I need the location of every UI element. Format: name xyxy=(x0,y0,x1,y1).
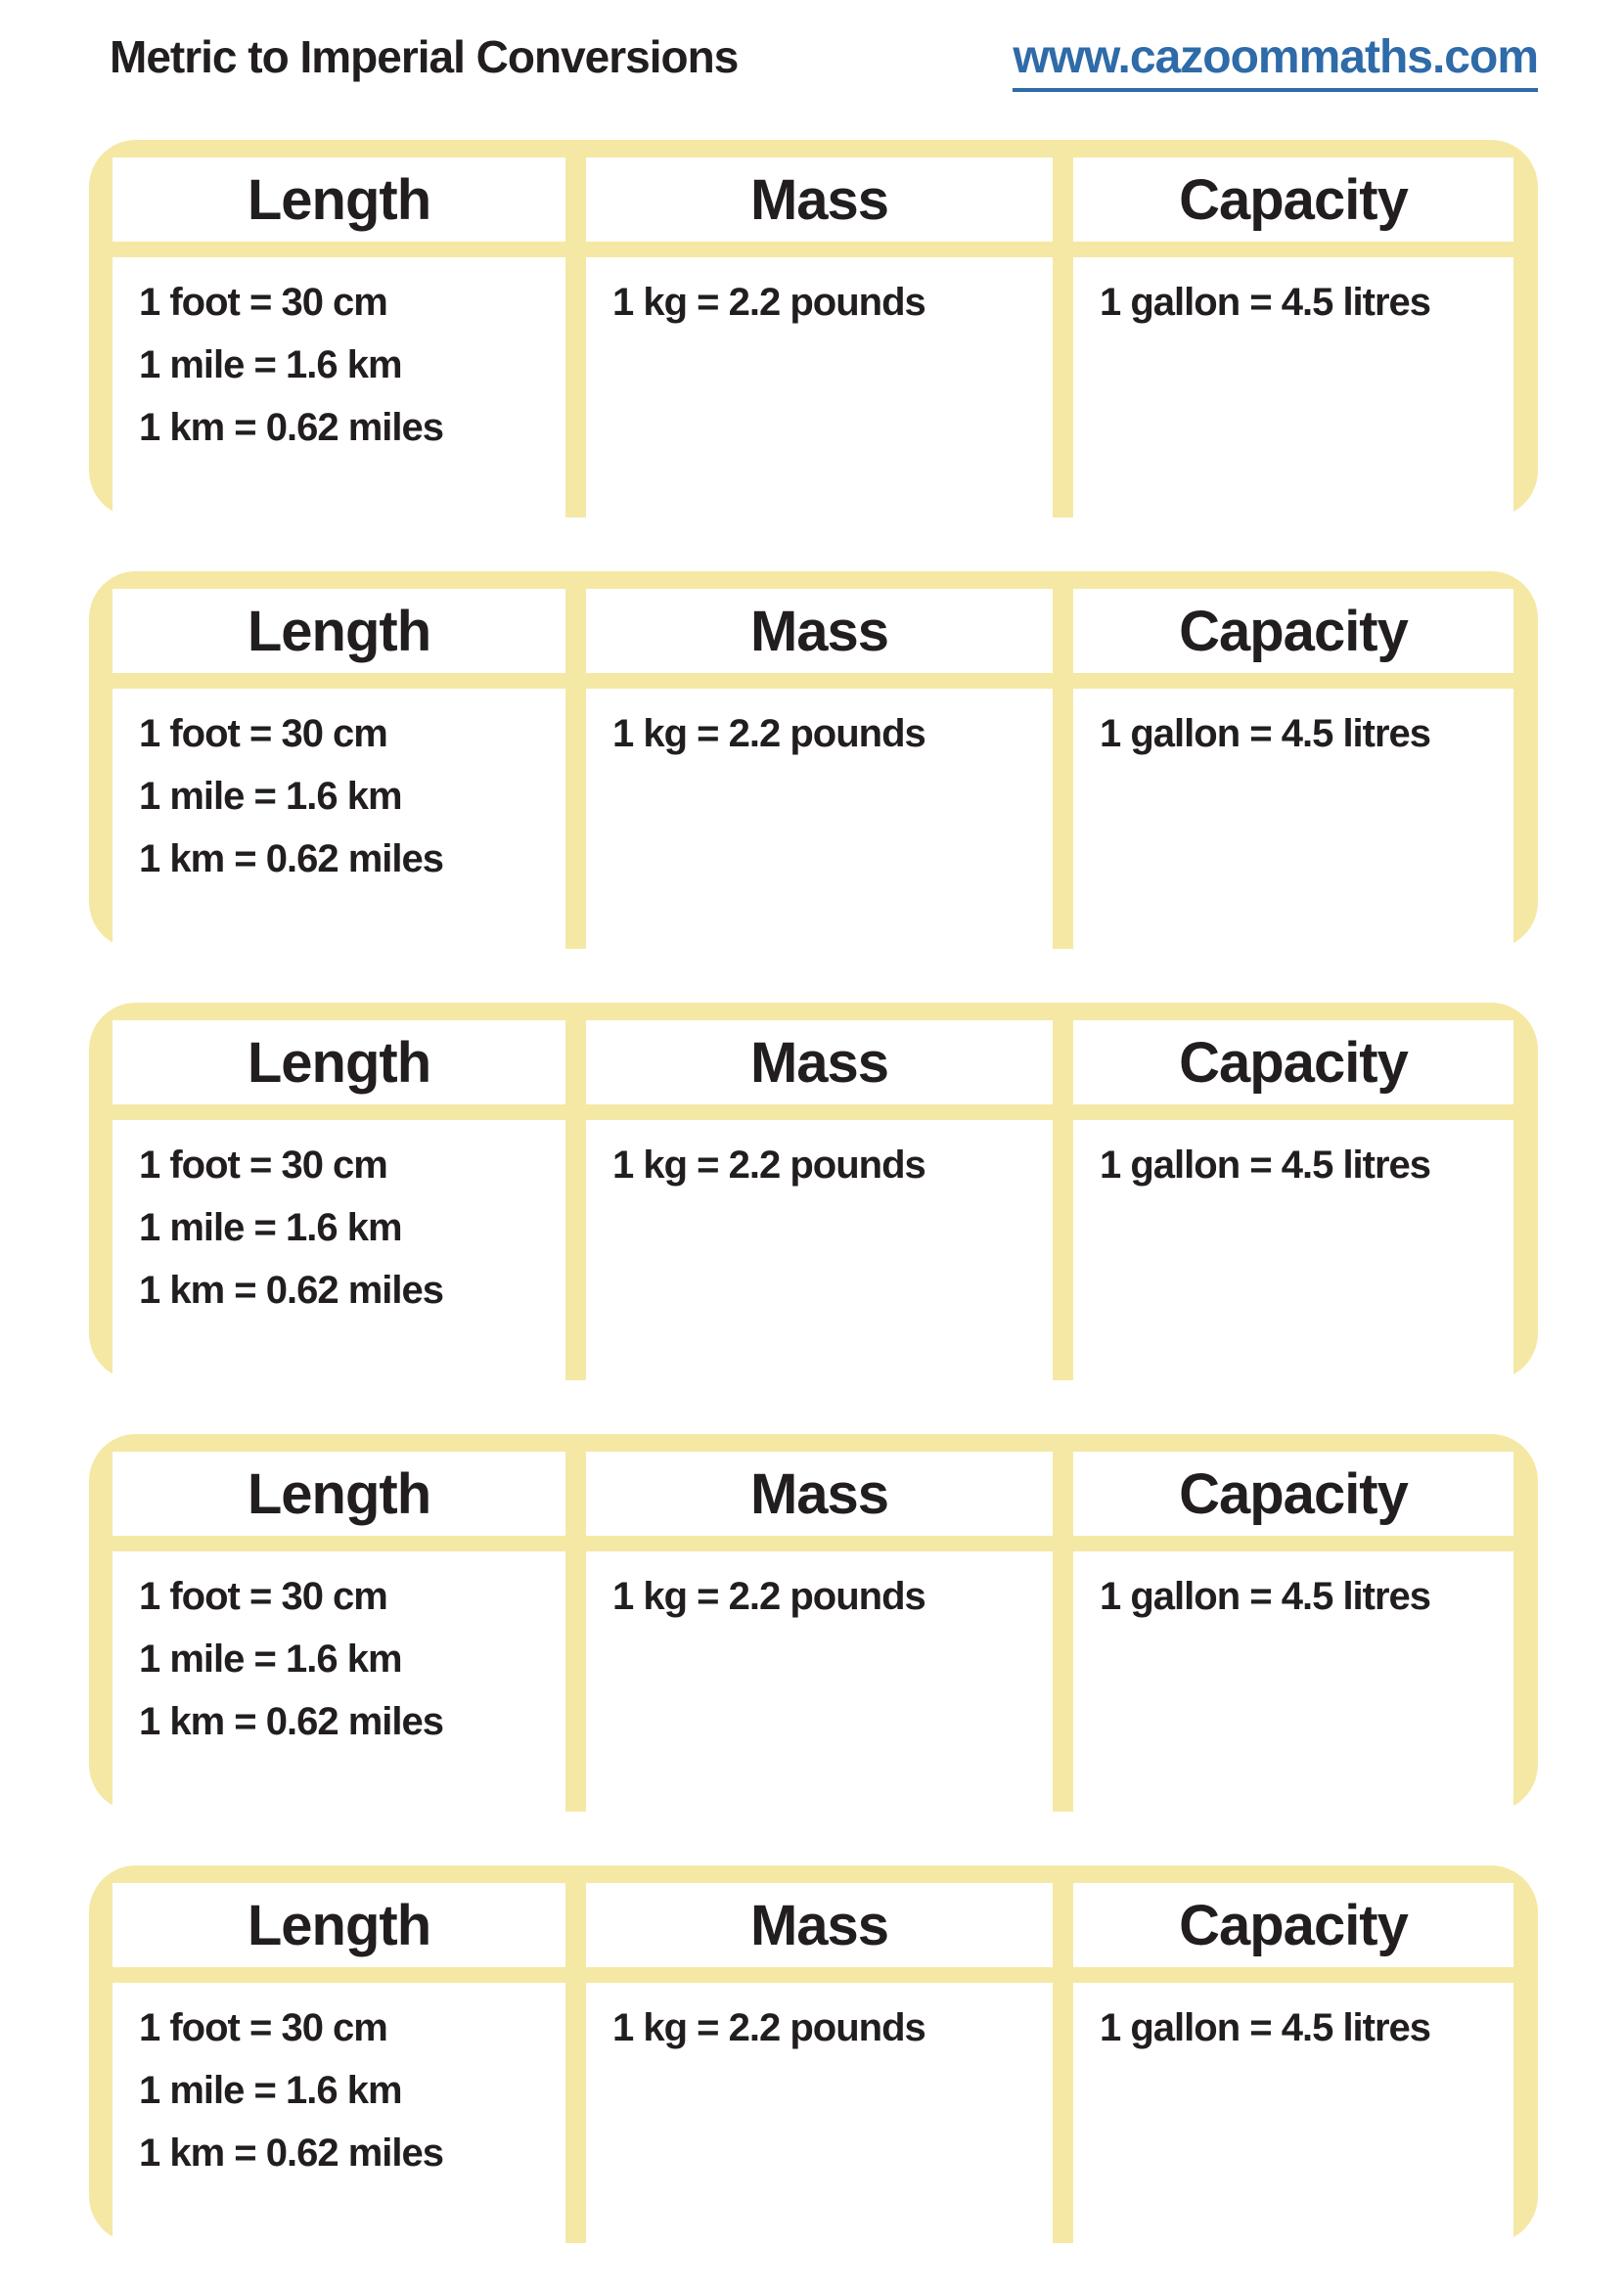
column-header-length: Length xyxy=(113,1883,565,1967)
mass-facts-cell xyxy=(586,1120,1053,1380)
capacity-facts-cell xyxy=(1073,1551,1513,1812)
mass-facts-cell xyxy=(586,1551,1053,1812)
column-header-mass: Mass xyxy=(586,1883,1053,1967)
conversion-fact: 1 foot = 30 cm xyxy=(139,1575,387,1618)
conversion-fact: 1 km = 0.62 miles xyxy=(139,406,444,449)
conversion-fact: 1 kg = 2.2 pounds xyxy=(612,281,925,324)
conversion-fact: 1 mile = 1.6 km xyxy=(139,343,402,386)
conversion-card xyxy=(89,1003,1538,1380)
conversion-fact: 1 gallon = 4.5 litres xyxy=(1100,2006,1431,2049)
conversion-fact: 1 kg = 2.2 pounds xyxy=(612,2006,925,2049)
conversion-fact: 1 kg = 2.2 pounds xyxy=(612,712,925,755)
conversion-fact: 1 mile = 1.6 km xyxy=(139,2069,402,2112)
column-header-capacity: Capacity xyxy=(1073,1883,1513,1967)
column-header-mass: Mass xyxy=(586,589,1053,673)
column-header-length: Length xyxy=(113,1452,565,1536)
conversion-fact: 1 kg = 2.2 pounds xyxy=(612,1144,925,1187)
column-header-length: Length xyxy=(113,589,565,673)
conversion-fact: 1 foot = 30 cm xyxy=(139,2006,387,2049)
conversion-fact: 1 km = 0.62 miles xyxy=(139,1700,444,1743)
page-header xyxy=(110,29,1538,92)
capacity-facts-cell xyxy=(1073,257,1513,517)
conversion-fact: 1 mile = 1.6 km xyxy=(139,1638,402,1681)
conversion-fact: 1 gallon = 4.5 litres xyxy=(1100,712,1431,755)
conversion-fact: 1 mile = 1.6 km xyxy=(139,1206,402,1249)
conversion-fact: 1 foot = 30 cm xyxy=(139,712,387,755)
conversion-card xyxy=(89,1865,1538,2243)
conversion-fact: 1 gallon = 4.5 litres xyxy=(1100,281,1431,324)
conversion-card xyxy=(89,571,1538,949)
conversion-cards-list xyxy=(89,140,1538,2289)
conversion-fact: 1 gallon = 4.5 litres xyxy=(1100,1144,1431,1187)
column-header-capacity: Capacity xyxy=(1073,157,1513,242)
column-header-length: Length xyxy=(113,1020,565,1104)
column-header-mass: Mass xyxy=(586,1020,1053,1104)
conversion-card xyxy=(89,1434,1538,1812)
mass-facts-cell xyxy=(586,1983,1053,2243)
column-header-mass: Mass xyxy=(586,1452,1053,1536)
conversion-fact: 1 kg = 2.2 pounds xyxy=(612,1575,925,1618)
conversion-fact: 1 km = 0.62 miles xyxy=(139,837,444,880)
capacity-facts-cell xyxy=(1073,689,1513,949)
length-facts-cell xyxy=(113,1983,565,2243)
column-header-capacity: Capacity xyxy=(1073,1452,1513,1536)
capacity-facts-cell xyxy=(1073,1983,1513,2243)
conversion-fact: 1 gallon = 4.5 litres xyxy=(1100,1575,1431,1618)
conversion-fact: 1 km = 0.62 miles xyxy=(139,2132,444,2175)
length-facts-cell xyxy=(113,689,565,949)
conversion-fact: 1 foot = 30 cm xyxy=(139,281,387,324)
length-facts-cell xyxy=(113,257,565,517)
conversion-fact: 1 mile = 1.6 km xyxy=(139,775,402,818)
page-title: Metric to Imperial Conversions xyxy=(110,31,739,82)
mass-facts-cell xyxy=(586,257,1053,517)
mass-facts-cell xyxy=(586,689,1053,949)
column-header-mass: Mass xyxy=(586,157,1053,242)
length-facts-cell xyxy=(113,1551,565,1812)
capacity-facts-cell xyxy=(1073,1120,1513,1380)
column-header-capacity: Capacity xyxy=(1073,589,1513,673)
length-facts-cell xyxy=(113,1120,565,1380)
website-link[interactable]: www.cazoommaths.com xyxy=(1013,30,1538,92)
column-header-length: Length xyxy=(113,157,565,242)
conversion-card xyxy=(89,140,1538,517)
column-header-capacity: Capacity xyxy=(1073,1020,1513,1104)
conversion-fact: 1 foot = 30 cm xyxy=(139,1144,387,1187)
conversion-fact: 1 km = 0.62 miles xyxy=(139,1269,444,1312)
